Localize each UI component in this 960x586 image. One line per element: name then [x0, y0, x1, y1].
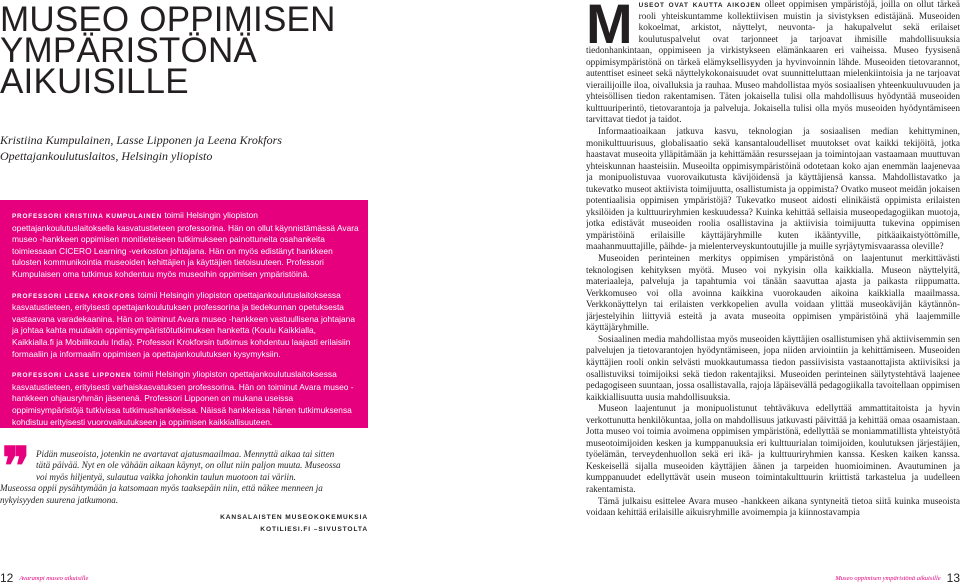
author-bio-box [0, 200, 368, 428]
source-line: KANSALAISTEN MUSEOKOKEMUKSIA [220, 514, 368, 521]
quote-line: Museossa oppii pysähtymään ja katsomaan myös taaksepäin niin, että näkee menneen ja nykyisyyden suurena jatkumona. [0, 483, 323, 505]
bio-name: PROFESSORI KRISTIINA KUMPULAINEN [12, 213, 162, 220]
paragraph-text: olleet oppimisen ympäristöjä, joilla on ollut tärkeä rooli yhteiskuntamme kollektiivisen muistin ja sivistyksen edistäjänä. Museoiden kokoelmat, arkistot, näyttelyt, neuvonta- ja hakupalvelut sekä erilaiset koulutuspalvelut ovat tarjonneet ja tarjoavat ihmisille mahdollisuuksia tiedonhankintaan, oppimiseen ja virkistykseen elämänkaaren eri vaiheissa. Museo fyysisenä oppimisympäristönä on tärkeä elämyksellisyyden ja hyvinvoinnin lähde. Museoiden tietovarannot, autenttiset esineet sekä näyttelykokonaisuudet ovat suunnitteluttaan mielenkiintoisia ja ne tarjoavat vierailijoille iloa, oivalluksia ja rauhaa. Museo mahdollistaa myös sosiaalisen yhteenkuuluvuuden ja yhteisöllisen tiedon rakentamisen. Täten jokaisella tulisi olla mahdollisuus hyödyntää museoiden kulttuuriperintö, tietovarantoja ja palveluja. Jokaisella tulisi olla myös museoiden hyödyntämiseen tarvittavat tiedot ja taidot. [586, 0, 960, 126]
bio-text: toimii Helsingin yliopiston opettajankoulutuslaitoksessa kasvatustieteen, erityisesti opettajankoulutuksen professorina ja tiedekunnan opetuksesta vastaavana varadekaanina. Hän on toiminut Avara museo -hankkeen vastuullisena johtajana ja johtaa kahta muutakin oppimisympäristötutkimuksen hanketta (Koulu Kaikkialla, Kaikkialla.fi ja Mobiilikoulu India). Professori Krokforsin tutkimus kohdentuu laajasti erilaisiin formaaliin ja informaalin oppimisen ja opettajankoulutuksen kysymyksiin. [12, 289, 355, 359]
footer-left [0, 571, 88, 585]
body-paragraph: Tämä julkaisu esittelee Avara museo -hankkeen aikana syntyneitä tietoa siitä kuinka museoista voidaan kehittää erilaisille aikuisryhmille avoimempia ja kiinnostavampia [586, 496, 960, 519]
page-number: 13 [946, 571, 960, 585]
author-affiliation: Opettajankoulutuslaitos, Helsingin yliopisto [0, 149, 213, 163]
quote-source [220, 512, 368, 535]
article-title [0, 0, 360, 101]
lead-caps: USEOT OVAT KAUTTA AIKOJEN [638, 2, 761, 9]
page-number: 12 [0, 571, 14, 585]
body-paragraph: Museon laajentunut ja monipuolistunut tehtäväkuva edellyttää ammattitaitoista ja hyvin verkottunutta henkilökuntaa, jolla on mahdollisuus jatkuvasti päivittää ja kehittää omaa osaamistaan. Jotta museo voi toimia avoimena oppimisen ympäristönä, edellyttää se moniammatillista yhteistyötä museotoimijoiden kesken ja kumppanuuksia eri kulttuurialan toimijoiden, koulutuksen järjestäjien, työelämän, terveydenhuollon sekä eri ikä- ja kulttuuriryhmien kanssa. Kesken kaiken kanssa. Keskeisellä sijalla museoiden käyttäjien äänen ja tarpeiden huomioiminen. Avautuminen ja kumppanuudet edellyttävät usein museon toimintakulttuurin kriittistä tarkastelua ja uudelleen rakentamista. [586, 404, 960, 495]
bio-kumpulainen [12, 210, 360, 281]
quote-line: voi myös hiljentyä, sulautua vaikka johonkin taulun muotoon tai väriin. [36, 471, 296, 482]
pull-quote [0, 449, 368, 506]
title-line: MUSEO OPPIMISEN [0, 0, 336, 39]
running-footer: Museo oppimisen ympäristönä aikuisille [835, 575, 941, 582]
quote-line: Pidän museoista, jotenkin ne avartavat ajatusmaailmaa. Mennyttä aikaa tai sitten [36, 449, 335, 459]
author-names: Kristiina Kumpulainen, Lasse Lipponen ja Leena Krokfors [0, 133, 282, 147]
running-footer: Avarampi museo aikuisille [19, 575, 89, 582]
title-line: YMPÄRISTÖNÄ [0, 31, 257, 70]
body-paragraph: Informaatioaikaan jatkuva kasvu, teknologian ja sosiaalisen median kehittyminen, monikulttuurisuus, globalisaatio sekä kansantaloudelliset muutokset ovat kaikki tekijöitä, jotka haastavat museoita ylläpitämään ja kehittämään resurssejaan ja toimintojaan vastaamaan muuttuvan yhteiskunnan haasteisiin. Museoilta oppimisympäristöinä odotetaan koko ajan enemmän laajenevaa ja monipuolistuvaa vuorovaikutusta kävijöidensä ja käyttäjiensä kanssa. Mahdollistavatko ja tukevatko museot aktiivista toimijuutta, osallistumista ja oppimista? Ovatko museot meidän jokaisen potentiaalisia oppimisen ympäristöjä? Tukevatko museot aidosti elinikäistä oppimista erilaisten yksilöiden ja kulttuuriryhmien keskuudessa? Kuinka kehittää sellaisia museopedagogiikan muotoja, jotka edistävät museoiden roolia osallistavina ja aktiivisia toimijuutta tukevina oppimisen ympäristöinä erilaisille käyttäjäryhmille kuten ikääntyville, pitkäaikaistyöttömille, maahanmuuttajille, päihde- ja mielenterveyskuntoutujille ja muille syrjäytymisvaarassa oleville? [586, 127, 960, 253]
author-credits [0, 132, 360, 164]
body-paragraph: Sosiaalinen media mahdollistaa myös museoiden käyttäjien osallistumisen yhä aktiivisemmin sen palvelujen ja tietovarantojen hyödyntämiseen, jopa niiden arviointiin ja kehittämiseen. Museoiden käyttäjien rooli onkin selvästi muokkautumassa tiedon passiivisista vastaanottajista aktiivisiksi ja osallistuviksi toimijoiksi sekä tiedon rakentajiksi. Museoiden perinteinen säilytystehtävä laajenee pedagogiseen suuntaan, jossa osallistavalla, rajoja läpäisevällä pedagogiikalla tavoitellaan oppimisen kaikkiallisuutta uusia mahdollisuuksia. [586, 334, 960, 403]
footer-right [835, 571, 960, 585]
quote-mark-icon: ❞ [2, 438, 24, 496]
bio-text: toimii Helsingin yliopiston opettajankoulutuslaitoksella kasvatustieteen professorina. Hän on ollut käynnistämässä Avara museo -hankkeen oppimisen monitieteiseen tutkimukseen painottuneita osahankeita toimiessaan CICERO Learning -verkoston johtajana. Hän on myös edistänyt hankkeen tulosten kommunikointia museoiden kehittäjien ja käyttäjien tietoisuuteen. Professori Kumpulaisen oma tutkimus kohdentuu myös museoihin oppimisen ympäristöinä. [12, 210, 359, 279]
bio-lipponen [12, 369, 360, 428]
bio-text: toimii Helsingin yliopiston opettajankoulutuslaitoksessa kasvatustieteen, erityisesti varhaiskasvatuksen professorina. Hän on toiminut Avara museo -hankkeen ohjausryhmän jäsenenä. Professori Lipponen on mukana useissa oppimisympäristöjä tutkivissa tutkimushankkeissa. Näissä hankkeissa hänen tutkimuksensa kohdistuu erityisesti vuorovaikutukseen ja oppimisen kaikkiallisuuteen. [12, 369, 354, 427]
drop-cap: M [586, 0, 633, 55]
quote-line: tätä päivää. Nyt en ole vähään aikaan käynyt, on ollut niin paljon muuta. Museossa [36, 460, 341, 471]
body-text-column [586, 0, 960, 560]
bio-krokfors [12, 290, 360, 361]
body-paragraph: Museoiden perinteinen merkitys oppimisen ympäristönä on laajentunut merkittävästi teknologisen kehityksen myötä. Museo voi nykyisin olla kaikkialla. Museon näyttelyitä, materiaaleja, palveluja ja tapahtumia voi tänään saavuttaa ajasta ja paikasta riippumatta. Verkkomuseo voi olla avoinna kaikkina vuorokauden aikoina kaikkialla maailmassa. Verkkonäyttelyn tai erilaisten verkkopelien avulla voidaan ylittää museokävijän käytännön-järjestelyihin liittyviä esteitä ja avata museoita oppimisen ympäristöinä yhä laajemmille käyttäjäryhmille. [586, 254, 960, 334]
bio-name: PROFESSORI LEENA KROKFORS [12, 292, 136, 300]
bio-name: PROFESSORI LASSE LIPPONEN [12, 372, 132, 380]
source-line: KOTILIESI.FI –SIVUSTOLTA [260, 525, 368, 533]
title-line: AIKUISILLE [0, 62, 189, 101]
body-paragraph [586, 0, 960, 127]
